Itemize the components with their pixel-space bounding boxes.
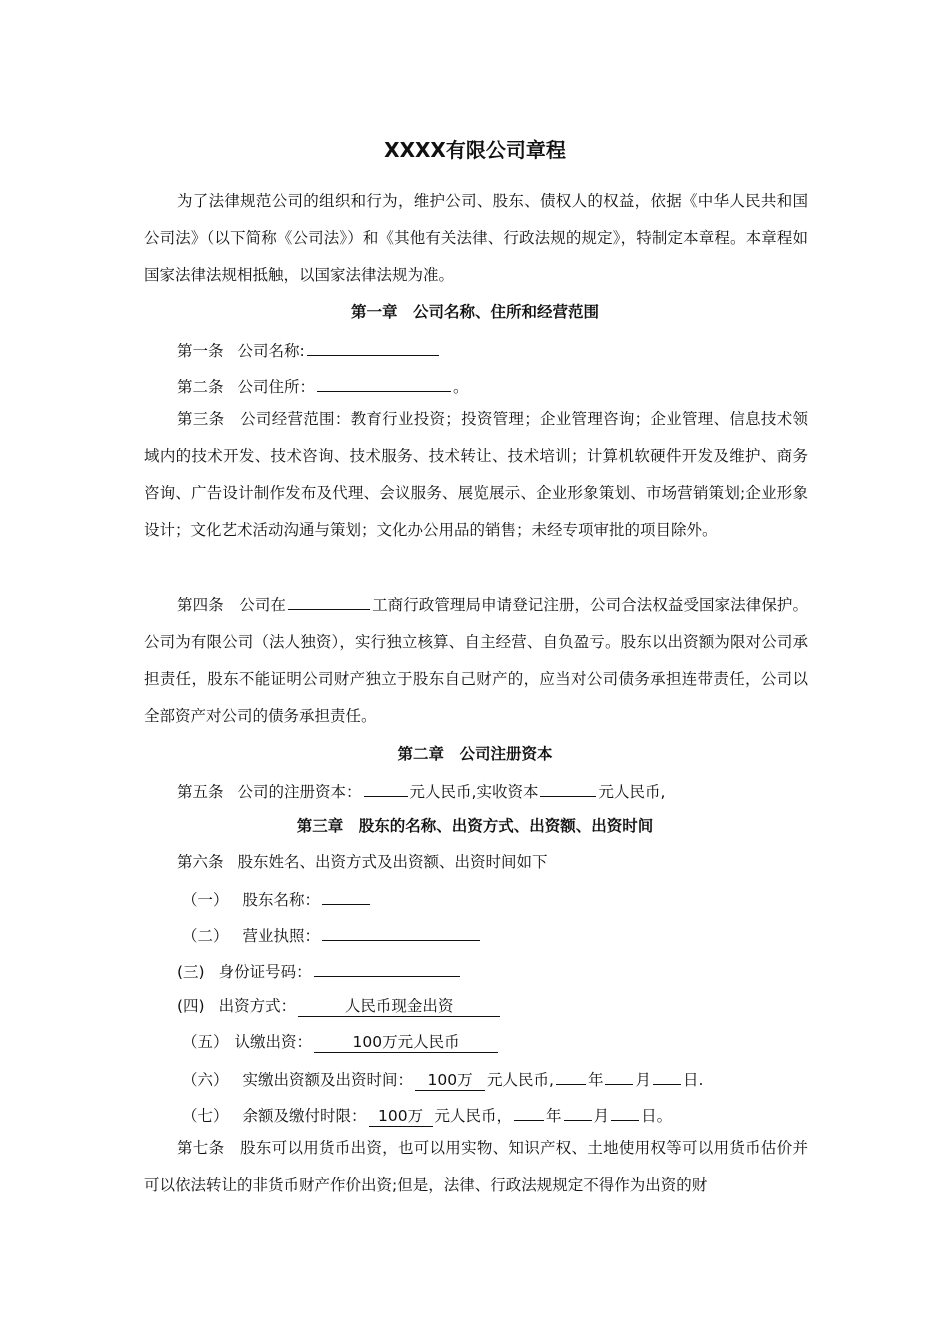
item-6-label: 实缴出资额及出资时间： bbox=[242, 1071, 414, 1089]
balance-month-blank bbox=[564, 1102, 592, 1121]
article-4-start: 第四条 公司在 bbox=[177, 596, 286, 614]
item-5 bbox=[182, 1030, 500, 1054]
chapter-1-heading: 第一章 公司名称、住所和经营范围 bbox=[350, 303, 599, 321]
intro-paragraph: 为了法律规范公司的组织和行为，维护公司、股东、债权人的权益，依据《中华人民共和国公司法》（以下简称《公司法》）和《其他有关法律、行政法规的规定》，特制定本章程。本章程如国家法律法规相抵触，以国家法律法规为准。 bbox=[144, 192, 808, 284]
item-7-number: （七） bbox=[182, 1107, 229, 1125]
chapter-2-heading: 第二章 公司注册资本 bbox=[397, 745, 553, 763]
item-6-number: （六） bbox=[182, 1071, 229, 1089]
article-1-text: 公司名称: bbox=[237, 342, 305, 360]
item-7-end: 日。 bbox=[641, 1107, 673, 1125]
item-4-number: (四) bbox=[177, 997, 205, 1015]
company-name-blank bbox=[307, 337, 439, 356]
chapter-3-heading: 第三章 股东的名称、出资方式、出资额、出资时间 bbox=[296, 817, 654, 835]
article-5-text-2: 元人民币,实收资本 bbox=[409, 783, 539, 801]
shareholder-name-blank bbox=[322, 886, 370, 905]
item-7-month: 月 bbox=[593, 1107, 610, 1125]
article-2 bbox=[177, 373, 469, 399]
paid-day-blank bbox=[653, 1066, 681, 1085]
item-1-label: 股东名称： bbox=[242, 891, 321, 909]
id-number-blank bbox=[314, 958, 460, 977]
article-2-text: 公司住所： bbox=[237, 378, 316, 396]
item-2-label: 营业执照： bbox=[242, 927, 321, 945]
item-4 bbox=[177, 994, 502, 1018]
item-3-number: (三) bbox=[177, 963, 205, 981]
paid-in-capital-blank bbox=[540, 778, 596, 797]
item-7-year: 年 bbox=[546, 1107, 562, 1125]
article-5-text-3: 元人民币, bbox=[598, 783, 666, 801]
item-1 bbox=[182, 886, 372, 912]
article-7: 第七条 股东可以用货币出资，也可以用实物、知识产权、土地使用权等可以用货币估价并可以依法转让的非货币财产作价出资;但是，法律、行政法规规定不得作为出资的财 bbox=[144, 1139, 808, 1194]
article-2-label: 第二条 bbox=[177, 378, 224, 396]
item-6-end: 日. bbox=[683, 1071, 704, 1089]
article-1-label: 第一条 bbox=[177, 342, 224, 360]
balance-day-blank bbox=[611, 1102, 639, 1121]
contribution-method-value: 人民币现金出资 bbox=[298, 996, 500, 1017]
item-5-label: 认缴出资： bbox=[234, 1033, 313, 1051]
item-7-label: 余额及缴付时限： bbox=[242, 1107, 367, 1125]
article-3: 第三条 公司经营范围：教育行业投资；投资管理；企业管理咨询；企业管理、信息技术领域内的技术开发、技术咨询、技术服务、技术转让、技术培训；计算机软硬件开发及维护、商务咨询、广告设计制作发布及代理、会议服务、展览展示、企业形象策划、市场营销策划;企业形象设计；文化艺术活动沟通与策划；文化办公用品的销售；未经专项审批的项目除外。 bbox=[144, 410, 808, 539]
item-6-text: 元人民币, bbox=[487, 1071, 554, 1089]
article-6-text: 股东姓名、出资方式及出资额、出资时间如下 bbox=[237, 853, 548, 871]
registration-bureau-blank bbox=[288, 591, 370, 610]
article-6 bbox=[177, 850, 548, 874]
article-2-end: 。 bbox=[453, 378, 469, 396]
article-5 bbox=[177, 778, 665, 804]
article-5-label: 第五条 bbox=[177, 783, 224, 801]
balance-year-blank bbox=[514, 1102, 544, 1121]
article-4-rest: 工商行政管理局申请登记注册，公司合法权益受国家法律保护。公司为有限公司（法人独资），实行独立核算、自主经营、自负盈亏。股东以出资额为限对公司承担责任，股东不能证明公司财产独立于股东自己财产的，应当对公司债务承担连带责任，公司以全部资产对公司的债务承担责任。 bbox=[144, 596, 808, 725]
balance-amount-value: 100万 bbox=[369, 1106, 433, 1127]
paid-amount-value: 100万 bbox=[415, 1070, 485, 1091]
item-7 bbox=[182, 1102, 672, 1128]
item-2-number: （二） bbox=[182, 927, 229, 945]
article-5-text-1: 公司的注册资本： bbox=[237, 783, 362, 801]
item-5-number: （五） bbox=[182, 1033, 229, 1051]
item-6-year: 年 bbox=[587, 1071, 604, 1089]
item-7-text: 元人民币， bbox=[434, 1107, 513, 1125]
registered-capital-blank bbox=[364, 778, 408, 797]
company-address-blank bbox=[317, 373, 451, 392]
item-1-number: （一） bbox=[182, 891, 229, 909]
article-1 bbox=[177, 337, 441, 363]
subscribed-capital-value: 100万元人民币 bbox=[314, 1032, 498, 1053]
article-4 bbox=[144, 587, 808, 735]
document-title: XXXX有限公司章程 bbox=[384, 138, 566, 162]
paid-month-blank bbox=[605, 1066, 633, 1085]
item-4-label: 出资方式： bbox=[218, 997, 297, 1015]
item-6-month: 月 bbox=[635, 1071, 651, 1089]
item-3 bbox=[177, 958, 462, 984]
article-6-label: 第六条 bbox=[177, 853, 224, 871]
business-license-blank bbox=[322, 922, 480, 941]
item-6 bbox=[182, 1066, 703, 1092]
item-2 bbox=[182, 922, 482, 948]
paid-year-blank bbox=[556, 1066, 586, 1085]
item-3-label: 身份证号码： bbox=[218, 963, 312, 981]
